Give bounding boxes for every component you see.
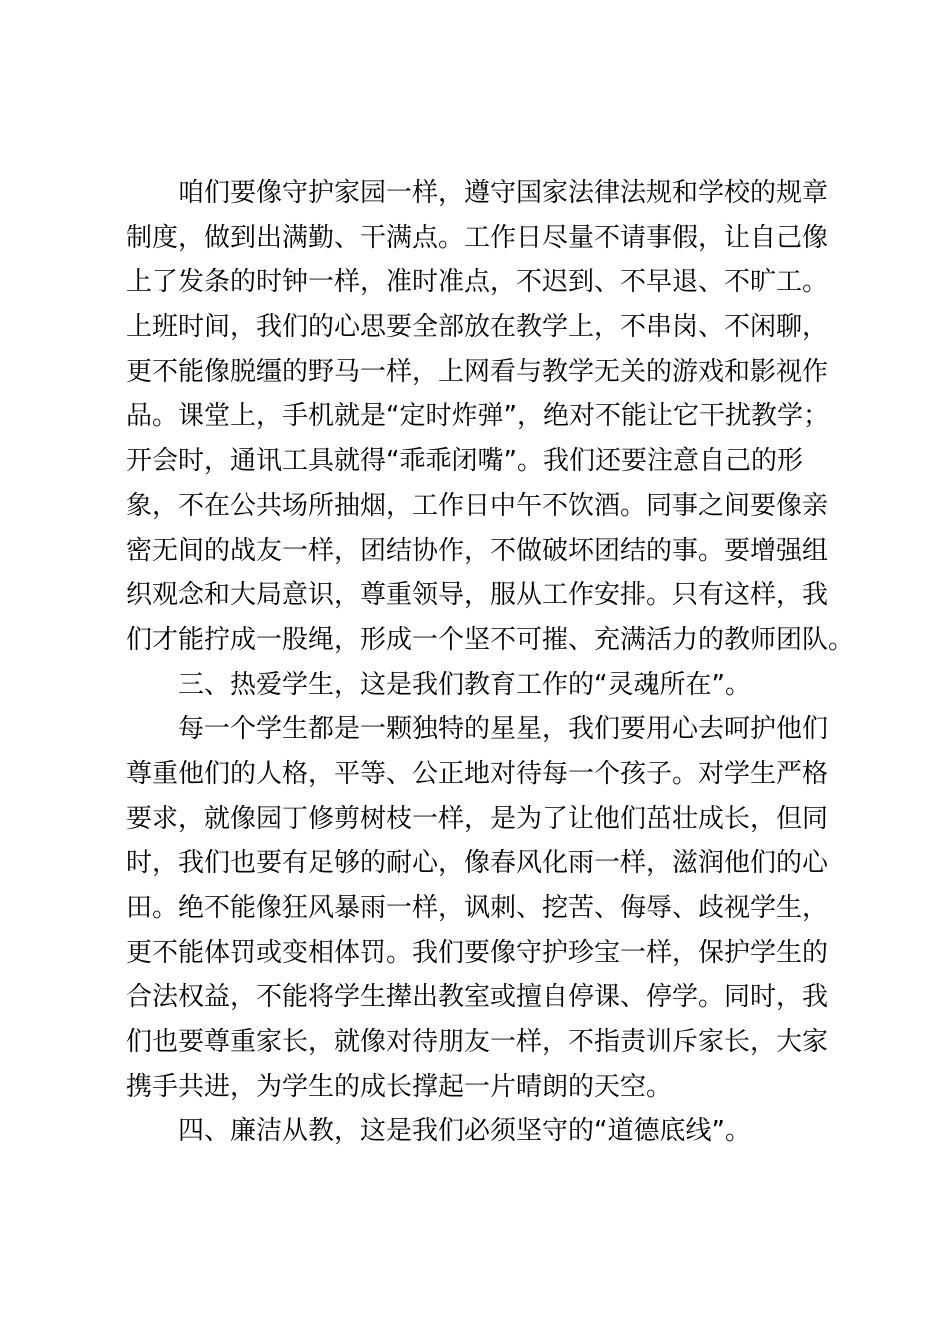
paragraph-line: 更不能体罚或变相体罚。我们要像守护珍宝一样，保护学生的 <box>126 937 829 968</box>
paragraph-line: 携手共进，为学生的成长撑起一片晴朗的天空。 <box>126 1071 673 1102</box>
paragraph-line: 品。课堂上，手机就是“定时炸弹”，绝对不能让它干扰教学； <box>126 401 829 432</box>
paragraph-line: 们才能拧成一股绳，形成一个坚不可摧、充满活力的教师团队。 <box>126 624 855 655</box>
paragraph-line: 制度，做到出满勤、干满点。工作日尽量不请事假，让自己像 <box>126 222 829 253</box>
paragraph-line: 上班时间，我们的心思要全部放在教学上，不串岗、不闲聊， <box>126 312 829 343</box>
paragraph-line: 织观念和大局意识，尊重领导，服从工作安排。只有这样，我 <box>126 580 829 611</box>
paragraph-line: 上了发条的时钟一样，准时准点，不迟到、不早退、不旷工。 <box>126 267 829 298</box>
paragraph-line: 象，不在公共场所抽烟，工作日中午不饮酒。同事之间要像亲 <box>126 490 829 521</box>
paragraph-line: 开会时，通讯工具就得“乖乖闭嘴”。我们还要注意自己的形 <box>126 446 803 477</box>
paragraph-line: 咱们要像守护家园一样，遵守国家法律法规和学校的规章 <box>178 178 829 208</box>
paragraph-line: 合法权益，不能将学生撵出教室或擅自停课、停学。同时，我 <box>126 982 829 1013</box>
paragraph-line: 们也要尊重家长，就像对待朋友一样，不指责训斥家长，大家 <box>126 1027 829 1058</box>
paragraph-line: 密无间的战友一样，团结协作，不做破坏团结的事。要增强组 <box>126 535 829 566</box>
paragraph-line: 田。绝不能像狂风暴雨一样，讽刺、挖苦、侮辱、歧视学生， <box>126 893 829 923</box>
body-text <box>126 171 856 1154</box>
paragraph-line: 时，我们也要有足够的耐心，像春风化雨一样，滋润他们的心 <box>126 848 829 879</box>
paragraph-line: 每一个学生都是一颗独特的星星，我们要用心去呵护他们 <box>178 714 829 745</box>
paragraph-line: 尊重他们的人格，平等、公正地对待每一个孩子。对学生严格 <box>126 758 829 789</box>
paragraph-line: 更不能像脱缰的野马一样，上网看与教学无关的游戏和影视作 <box>126 356 829 387</box>
section-heading: 三、热爱学生，这是我们教育工作的“灵魂所在”。 <box>178 669 751 700</box>
section-heading: 四、廉洁从教，这是我们必须坚守的“道德底线”。 <box>178 1116 751 1147</box>
paragraph-line: 要求，就像园丁修剪树枝一样，是为了让他们茁壮成长，但同 <box>126 803 829 834</box>
